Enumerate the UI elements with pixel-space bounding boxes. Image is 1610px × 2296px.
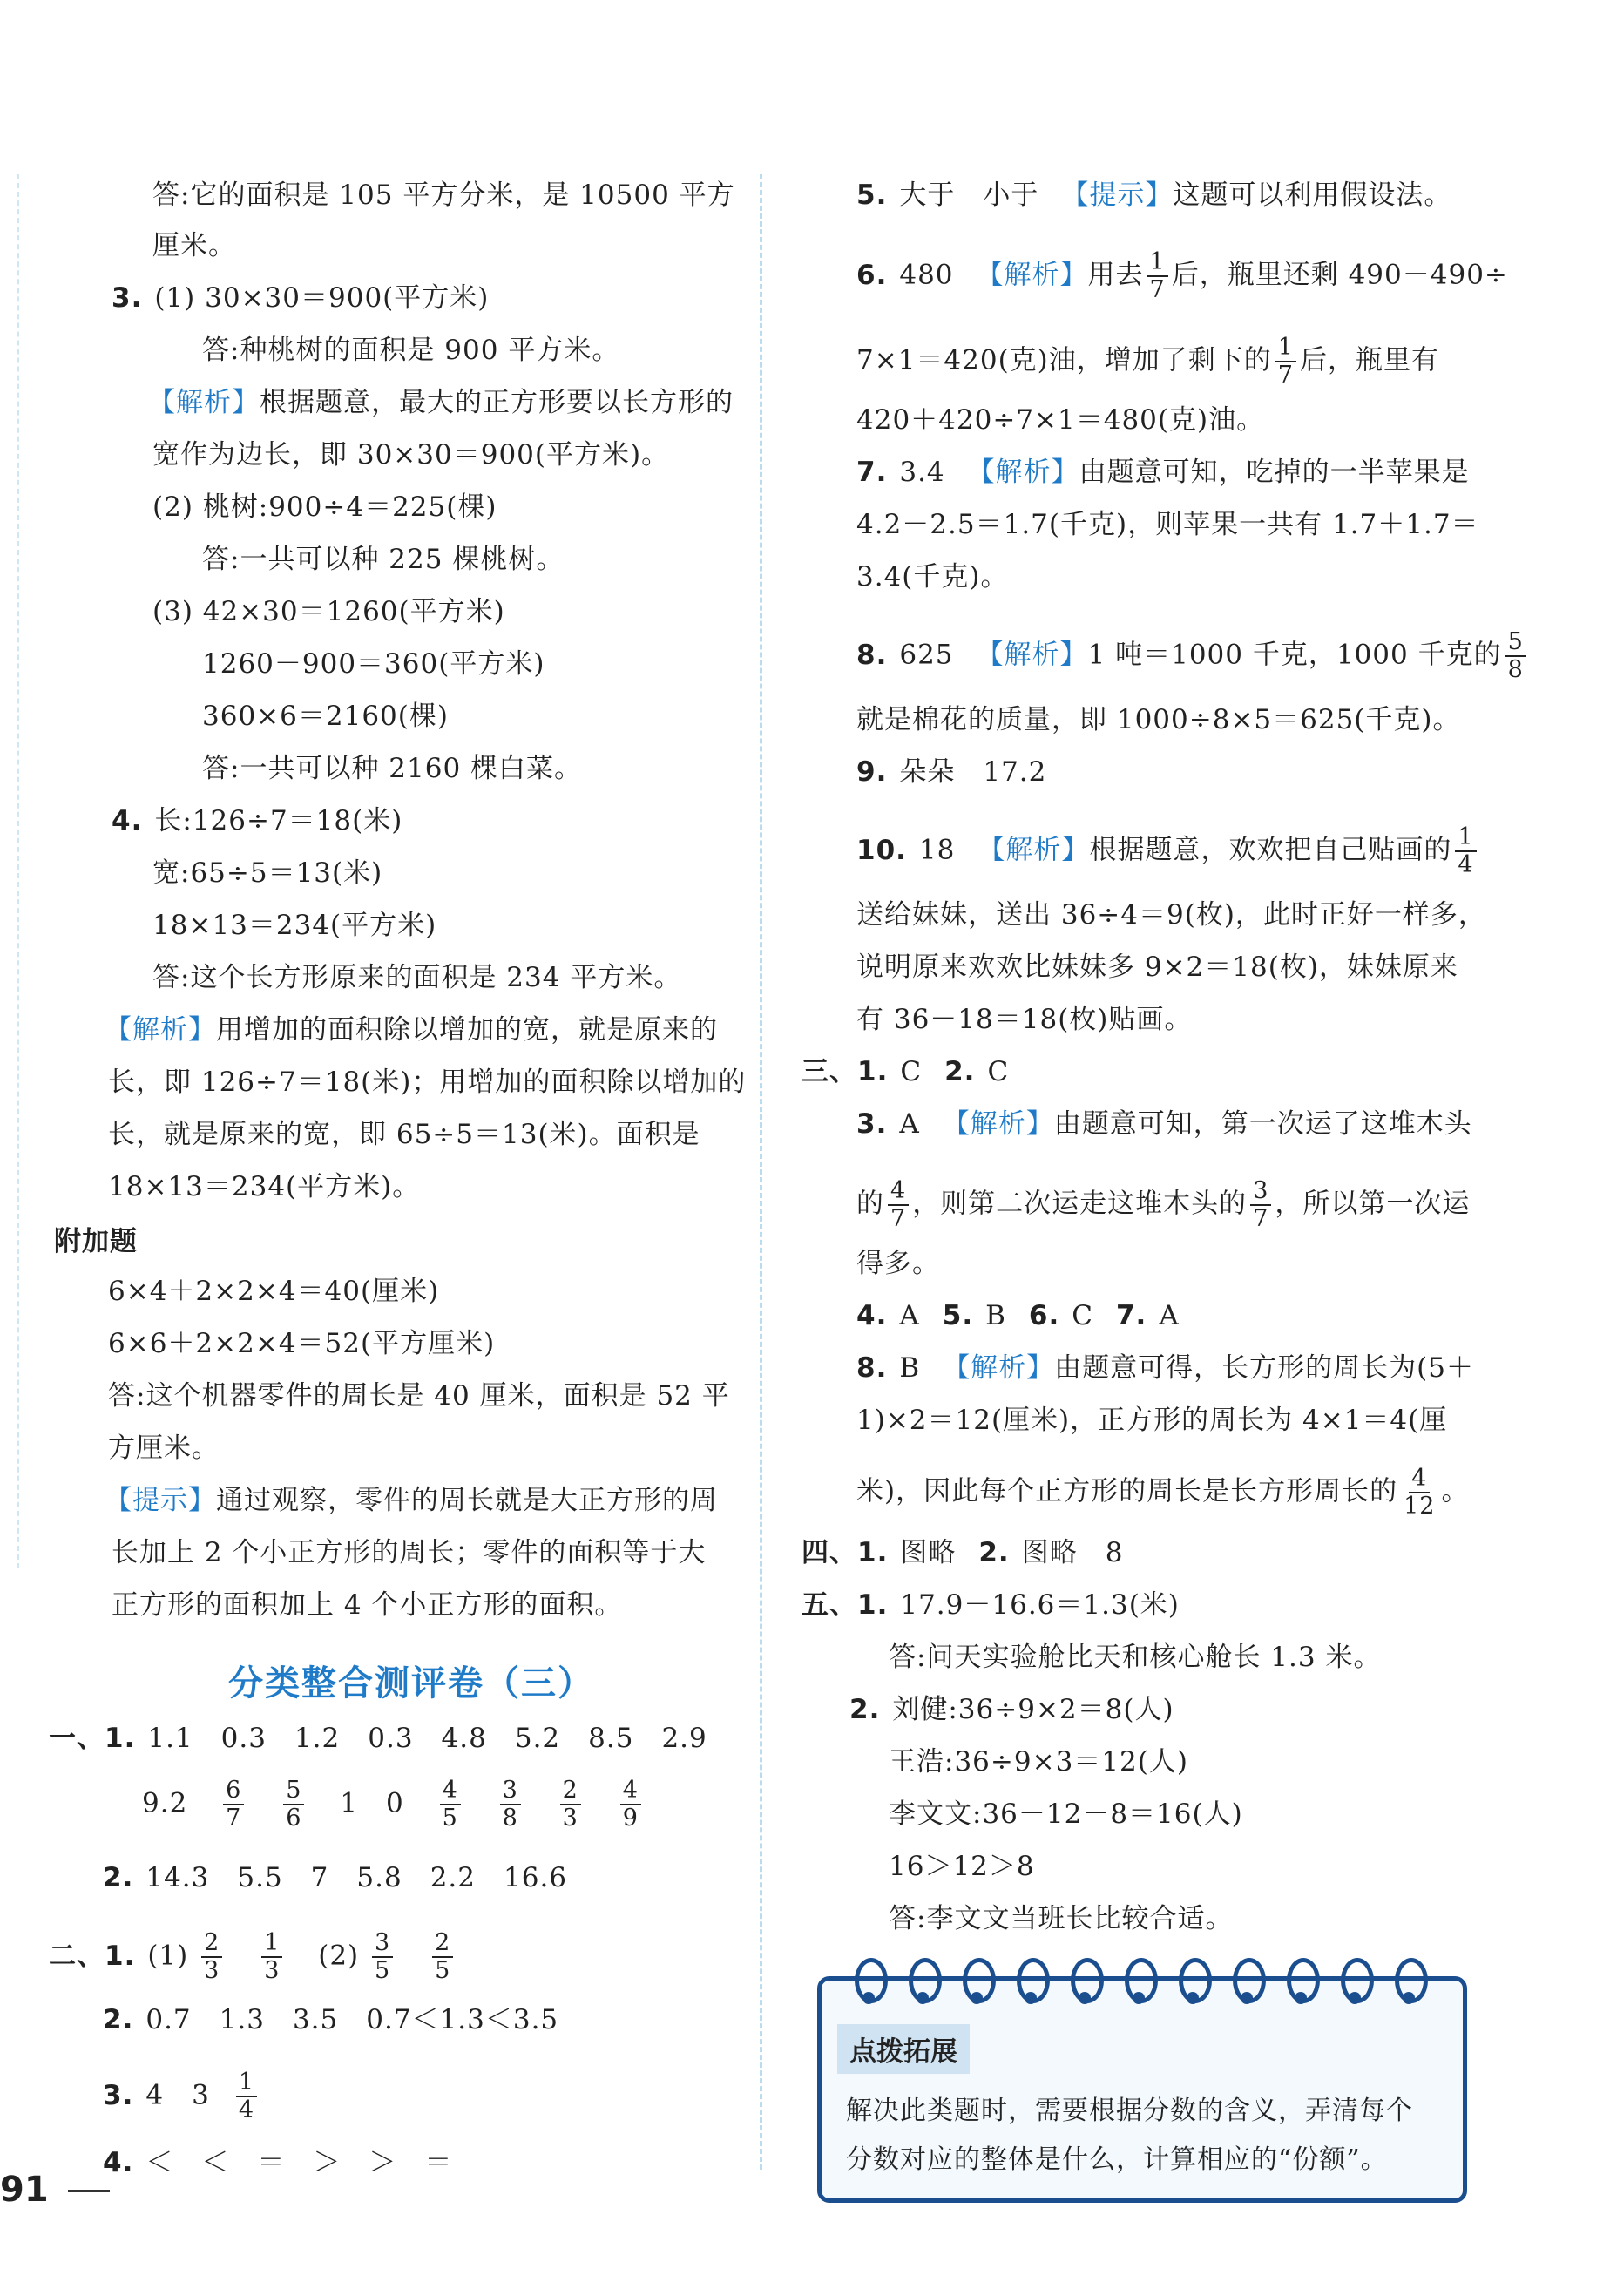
fraction: $\frac{4}{12}$ xyxy=(1404,1465,1436,1520)
part-2-q4: 4. ＜ ＜ ＝ ＞ ＞ ＝ xyxy=(103,2147,453,2178)
analysis-tag: 【解析】 xyxy=(105,1014,216,1046)
fraction: $\frac{6}{7}$ xyxy=(223,1778,244,1832)
spiral-ring xyxy=(1071,1958,1104,2003)
part-1-q2: 2. 14.3 5.5 7 5.8 2.2 16.6 xyxy=(103,1862,568,1893)
question-number: 3. xyxy=(112,282,143,314)
answer-line: 答:它的面积是 105 平方分米，是 10500 平方 xyxy=(152,179,735,211)
part-2-q3: 3. 4 3 $\frac{1}{4}$ xyxy=(103,2069,260,2123)
analysis-tag: 【解析】 xyxy=(976,639,1088,671)
answer-line: 宽:65÷5＝13(米) xyxy=(152,857,383,889)
answer-line: 答:一共可以种 225 棵桃树。 xyxy=(202,544,565,575)
answer-line: 答:这个长方形原来的面积是 234 平方米。 xyxy=(152,962,682,993)
explanation-line: 就是棉花的质量，即 1000÷8×5＝625(千克)。 xyxy=(856,704,1461,735)
answer-line: 6×4＋2×2×4＝40(厘米) xyxy=(108,1276,440,1307)
explanation-line: 米)，因此每个正方形的周长是长方形周长的 $\frac{4}{12}$ 。 xyxy=(856,1465,1470,1520)
tip-text-line: 分数对应的整体是什么，计算相应的“份额”。 xyxy=(846,2144,1388,2175)
question-number: 7. xyxy=(856,457,888,488)
hint-tag: 【提示】 xyxy=(1061,179,1174,211)
part-3-q3: 3. A 【解析】由题意可知，第一次运了这堆木头 xyxy=(856,1108,1472,1140)
question-number: 3. xyxy=(856,1108,888,1140)
fraction: $\frac{4}{7}$ xyxy=(888,1178,909,1232)
answer-line: (2) 桃树:900÷4＝225(棵) xyxy=(152,491,497,523)
explanation-line: 7×1＝420(克)油，增加了剩下的 $\frac{1}{7}$ 后，瓶里有 xyxy=(856,334,1439,389)
question-4: 4. 长:126÷7＝18(米) xyxy=(112,805,403,836)
answer-line: 李文文:36－12－8＝16(人) xyxy=(889,1798,1243,1830)
answer-line: 方厘米。 xyxy=(108,1432,220,1464)
spiral-ring xyxy=(909,1958,942,2003)
answer-line: 答:这个机器零件的周长是 40 厘米，面积是 52 平 xyxy=(108,1380,730,1412)
hint-line: 【提示】通过观察，零件的周长就是大正方形的周 xyxy=(105,1485,718,1516)
question-number: 9. xyxy=(856,756,888,788)
explanation-line: 4.2－2.5＝1.7(千克)，则苹果一共有 1.7＋1.7＝ xyxy=(856,509,1479,540)
explanation-line: 【解析】根据题意，最大的正方形要以长方形的 xyxy=(148,387,734,418)
section-title: 分类整合测评卷（三） xyxy=(228,1663,594,1703)
explanation-line: 1)×2＝12(厘米)，正方形的周长为 4×1＝4(厘 xyxy=(856,1405,1448,1436)
question-number: 2. xyxy=(849,1694,881,1725)
fraction: $\frac{3}{5}$ xyxy=(372,1930,393,1984)
spiral-ring xyxy=(1179,1958,1212,2003)
answer-line: 18×13＝234(平方米) xyxy=(152,910,437,941)
explanation-line: 宽作为边长，即 30×30＝900(平方米)。 xyxy=(152,439,670,471)
explanation-line: 说明原来欢欢比妹妹多 9×2＝18(枚)，妹妹原来 xyxy=(856,952,1458,983)
section-label: 一、1. xyxy=(49,1723,136,1754)
spiral-ring xyxy=(1395,1958,1428,2003)
answer-line: (3) 42×30＝1260(平方米) xyxy=(152,596,505,627)
analysis-tag: 【解析】 xyxy=(943,1352,1055,1384)
explanation-line: 3.4(千克)。 xyxy=(856,561,1009,593)
column-divider xyxy=(760,174,762,2170)
answer-line: 16＞12＞8 xyxy=(889,1851,1035,1882)
question-number: 2. xyxy=(103,2004,134,2035)
question-7: 7. 3.4 【解析】由题意可知，吃掉的一半苹果是 xyxy=(856,457,1470,488)
part-2-q1: 二、1. (1) $\frac{2}{3}$ $\frac{1}{3}$ (2) $\frac{3}{5}$ $\frac{2}{5}$ xyxy=(49,1930,457,1984)
page-number-dash xyxy=(68,2190,110,2192)
answer-line: 1260－900＝360(平方米) xyxy=(202,648,545,680)
fraction: $\frac{2}{3}$ xyxy=(201,1930,222,1984)
part-3-q8: 8. B 【解析】由题意可得，长方形的周长为(5＋ xyxy=(856,1352,1474,1384)
question-number: 6. xyxy=(856,259,888,291)
fraction: $\frac{2}{3}$ xyxy=(560,1778,581,1832)
answer-line: 厘米。 xyxy=(152,230,236,261)
bonus-title: 附加题 xyxy=(54,1226,138,1257)
question-number: 4. xyxy=(103,2147,134,2178)
explanation-line: 18×13＝234(平方米)。 xyxy=(108,1171,421,1202)
answer-line: 6×6＋2×2×4＝52(平方厘米) xyxy=(108,1328,496,1359)
explanation-line: 的 $\frac{4}{7}$ ，则第二次运走这堆木头的 $\frac{3}{7}$ ，所以第一次运 xyxy=(856,1177,1471,1232)
explanation-line: 【解析】用增加的面积除以增加的宽，就是原来的 xyxy=(105,1014,718,1046)
question-number: 4. xyxy=(112,805,143,836)
part-3-q1: 三、1. C 2. C xyxy=(802,1056,1010,1087)
section-label: 三、1. xyxy=(802,1056,889,1087)
hint-line: 正方形的面积加上 4 个小正方形的面积。 xyxy=(112,1589,623,1621)
question-3: 3. (1) 30×30＝900(平方米) xyxy=(112,282,490,314)
answer-line: 360×6＝2160(棵) xyxy=(202,701,449,732)
part-5-q2: 2. 刘健:36÷9×2＝8(人) xyxy=(849,1694,1174,1725)
section-label: 二、1. xyxy=(49,1940,136,1972)
explanation-line: 420＋420÷7×1＝480(克)油。 xyxy=(856,404,1265,436)
spiral-ring xyxy=(1341,1958,1374,2003)
question-8: 8. 625 【解析】1 吨＝1000 千克，1000 千克的 $\frac{5}{8}$ xyxy=(856,629,1530,683)
part-4: 四、1. 图略 2. 图略 8 xyxy=(802,1537,1124,1568)
part-3-q4-7: 4. A 5. B 6. C 7. A xyxy=(856,1300,1180,1331)
left-margin-line xyxy=(17,174,19,1568)
hint-tag: 【提示】 xyxy=(105,1485,216,1516)
explanation-line: 得多。 xyxy=(856,1248,940,1279)
analysis-tag: 【解析】 xyxy=(148,387,260,418)
analysis-tag: 【解析】 xyxy=(976,259,1088,291)
analysis-tag: 【解析】 xyxy=(978,834,1090,866)
part-5-q1: 五、1. 17.9－16.6＝1.3(米) xyxy=(802,1589,1180,1621)
question-number: 2. xyxy=(103,1862,134,1893)
question-number: 3. xyxy=(103,2079,134,2111)
question-6: 6. 480 【解析】用去 $\frac{1}{7}$ 后，瓶里还剩 490－490÷ xyxy=(856,248,1508,303)
fraction: $\frac{1}{7}$ xyxy=(1275,335,1296,389)
explanation-line: 长，就是原来的宽，即 65÷5＝13(米)。面积是 xyxy=(108,1119,700,1150)
spiral-ring xyxy=(1233,1958,1266,2003)
question-number: 8. xyxy=(856,1352,888,1384)
spiral-ring xyxy=(855,1958,888,2003)
spiral-ring xyxy=(963,1958,996,2003)
answer-line: 答:一共可以种 2160 棵白菜。 xyxy=(202,753,583,784)
question-number: 10. xyxy=(856,834,907,866)
fraction: $\frac{2}{5}$ xyxy=(432,1930,453,1984)
hint-line: 长加上 2 个小正方形的周长；零件的面积等于大 xyxy=(112,1537,707,1568)
part-1-q1-fractions: 9.2 $\frac{6}{7}$ $\frac{5}{6}$ 1 0 $\frac{4}{5}$ $\frac{3}{8}$ $\frac{2}{3}$ $\frac{4}{9}$ xyxy=(142,1778,645,1832)
tip-text-line: 解决此类题时，需要根据分数的含义，弄清每个 xyxy=(846,2096,1413,2126)
fraction: $\frac{5}{8}$ xyxy=(1505,629,1526,683)
section-label: 五、1. xyxy=(802,1589,889,1621)
answer-line: 答:问天实验舱比天和核心舱长 1.3 米。 xyxy=(889,1642,1382,1673)
question-10: 10. 18 【解析】根据题意，欢欢把自己贴画的 $\frac{1}{4}$ xyxy=(856,824,1480,878)
analysis-tag: 【解析】 xyxy=(942,1108,1054,1140)
fraction: $\frac{1}{3}$ xyxy=(261,1930,282,1984)
fraction: $\frac{1}{4}$ xyxy=(1455,824,1476,878)
fraction: $\frac{5}{6}$ xyxy=(283,1778,304,1832)
question-5: 5. 大于 小于 【提示】这题可以利用假设法。 xyxy=(856,179,1452,211)
fraction: $\frac{3}{8}$ xyxy=(500,1778,521,1832)
answer-line: 王浩:36÷9×3＝12(人) xyxy=(889,1746,1188,1778)
question-number: 5. xyxy=(856,179,888,211)
question-number: 8. xyxy=(856,639,888,671)
section-label: 四、1. xyxy=(802,1537,889,1568)
tip-notebook-box xyxy=(817,1976,1467,2203)
spiral-ring xyxy=(1287,1958,1320,2003)
page-number: 91 xyxy=(0,2170,49,2210)
explanation-line: 有 36－18＝18(枚)贴画。 xyxy=(856,1004,1193,1035)
spiral-ring xyxy=(1125,1958,1158,2003)
question-9: 9. 朵朵 17.2 xyxy=(856,756,1047,788)
spiral-ring xyxy=(1017,1958,1050,2003)
explanation-line: 长，即 126÷7＝18(米)；用增加的面积除以增加的 xyxy=(108,1067,747,1098)
part-1-q1: 一、1. 1.1 0.3 1.2 0.3 4.8 5.2 8.5 2.9 xyxy=(49,1723,707,1754)
fraction: $\frac{1}{7}$ xyxy=(1147,249,1168,303)
explanation-line: 送给妹妹，送出 36÷4＝9(枚)，此时正好一样多， xyxy=(856,899,1486,931)
fraction: $\frac{4}{9}$ xyxy=(620,1778,641,1832)
answer-line: 答:种桃树的面积是 900 平方米。 xyxy=(202,335,620,366)
fraction: $\frac{1}{4}$ xyxy=(236,2069,257,2123)
fraction: $\frac{4}{5}$ xyxy=(440,1778,461,1832)
tip-title: 点拨拓展 xyxy=(837,2024,970,2074)
fraction: $\frac{3}{7}$ xyxy=(1250,1178,1271,1232)
answer-line: 答:李文文当班长比较合适。 xyxy=(889,1903,1234,1934)
analysis-tag: 【解析】 xyxy=(967,457,1079,488)
part-2-q2: 2. 0.7 1.3 3.5 0.7＜1.3＜3.5 xyxy=(103,2004,559,2035)
